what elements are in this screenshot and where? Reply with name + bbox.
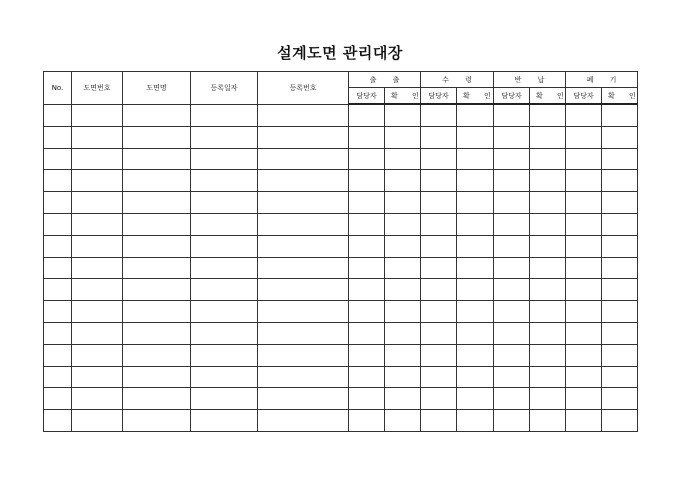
cell-drawing-number[interactable] (72, 257, 123, 279)
cell-disposal-manager[interactable] (566, 126, 602, 148)
cell-drawing-name[interactable] (123, 213, 191, 235)
cell-drawing-number[interactable] (72, 322, 123, 344)
cell-drawing-number[interactable] (72, 301, 123, 323)
cell-receipt-manager[interactable] (421, 279, 457, 301)
cell-disposal-confirm[interactable] (602, 410, 638, 432)
cell-receipt-manager[interactable] (421, 344, 457, 366)
header-group-return: 반 납 (494, 72, 566, 88)
cell-return-manager[interactable] (494, 322, 530, 344)
cell-drawing-number[interactable] (72, 213, 123, 235)
cell-disposal-confirm[interactable] (602, 366, 638, 388)
cell-registration-date[interactable] (191, 344, 258, 366)
header-sub-manager: 담당자 (566, 88, 602, 105)
cell-registration-date[interactable] (191, 192, 258, 214)
cell-return-confirm[interactable] (530, 213, 566, 235)
cell-return-manager[interactable] (494, 213, 530, 235)
cell-no[interactable] (44, 235, 72, 257)
cell-receipt-confirm[interactable] (457, 235, 494, 257)
cell-checkout-manager[interactable] (349, 388, 385, 410)
cell-drawing-name[interactable] (123, 257, 191, 279)
cell-checkout-manager[interactable] (349, 322, 385, 344)
cell-return-manager[interactable] (494, 235, 530, 257)
cell-return-manager[interactable] (494, 301, 530, 323)
cell-checkout-manager[interactable] (349, 192, 385, 214)
cell-checkout-manager[interactable] (349, 301, 385, 323)
table-row (44, 344, 638, 366)
cell-receipt-confirm[interactable] (457, 279, 494, 301)
cell-registration-date[interactable] (191, 301, 258, 323)
table-row (44, 126, 638, 148)
cell-drawing-name[interactable] (123, 301, 191, 323)
cell-registration-date[interactable] (191, 213, 258, 235)
cell-disposal-confirm[interactable] (602, 235, 638, 257)
cell-registration-date[interactable] (191, 388, 258, 410)
cell-checkout-manager[interactable] (349, 148, 385, 170)
cell-receipt-confirm[interactable] (457, 366, 494, 388)
header-sub-manager: 담당자 (349, 88, 385, 105)
cell-drawing-number[interactable] (72, 104, 123, 126)
cell-return-confirm[interactable] (530, 148, 566, 170)
cell-receipt-confirm[interactable] (457, 257, 494, 279)
cell-return-manager[interactable] (494, 279, 530, 301)
cell-return-manager[interactable] (494, 192, 530, 214)
table-row (44, 170, 638, 192)
cell-drawing-number[interactable] (72, 366, 123, 388)
cell-receipt-manager[interactable] (421, 104, 457, 126)
cell-receipt-manager[interactable] (421, 410, 457, 432)
cell-receipt-manager[interactable] (421, 366, 457, 388)
cell-disposal-confirm[interactable] (602, 279, 638, 301)
drawing-ledger-table (43, 71, 642, 432)
cell-disposal-manager[interactable] (566, 235, 602, 257)
cell-drawing-name[interactable] (123, 410, 191, 432)
cell-no[interactable] (44, 192, 72, 214)
cell-drawing-name[interactable] (123, 322, 191, 344)
cell-checkout-confirm[interactable] (385, 192, 421, 214)
header-sub-confirm: 확 인 (530, 88, 566, 105)
cell-registration-date[interactable] (191, 322, 258, 344)
cell-registration-number[interactable] (258, 126, 349, 148)
cell-receipt-manager[interactable] (421, 192, 457, 214)
cell-drawing-number[interactable] (72, 148, 123, 170)
cell-drawing-name[interactable] (123, 366, 191, 388)
cell-return-manager[interactable] (494, 388, 530, 410)
cell-disposal-manager[interactable] (566, 148, 602, 170)
cell-disposal-manager[interactable] (566, 301, 602, 323)
header-group-receipt: 수 령 (421, 72, 494, 88)
cell-disposal-confirm[interactable] (602, 344, 638, 366)
cell-receipt-confirm[interactable] (457, 301, 494, 323)
header-sub-confirm: 확 인 (602, 88, 638, 105)
cell-receipt-manager[interactable] (421, 126, 457, 148)
cell-receipt-manager[interactable] (421, 388, 457, 410)
cell-checkout-confirm[interactable] (385, 344, 421, 366)
cell-drawing-number[interactable] (72, 192, 123, 214)
cell-disposal-confirm[interactable] (602, 192, 638, 214)
cell-return-confirm[interactable] (530, 366, 566, 388)
cell-drawing-name[interactable] (123, 279, 191, 301)
cell-checkout-confirm[interactable] (385, 279, 421, 301)
cell-checkout-confirm[interactable] (385, 322, 421, 344)
cell-return-confirm[interactable] (530, 279, 566, 301)
cell-return-confirm[interactable] (530, 192, 566, 214)
page-title: 설계도면 관리대장 (277, 44, 403, 62)
cell-receipt-manager[interactable] (421, 235, 457, 257)
cell-no[interactable] (44, 279, 72, 301)
cell-no[interactable] (44, 257, 72, 279)
cell-disposal-manager[interactable] (566, 322, 602, 344)
cell-registration-date[interactable] (191, 410, 258, 432)
cell-checkout-confirm[interactable] (385, 148, 421, 170)
cell-drawing-number[interactable] (72, 126, 123, 148)
cell-no[interactable] (44, 344, 72, 366)
header-sub-manager: 담당자 (421, 88, 457, 105)
cell-disposal-confirm[interactable] (602, 301, 638, 323)
cell-disposal-manager[interactable] (566, 104, 602, 126)
cell-disposal-manager[interactable] (566, 170, 602, 192)
header-no: No. (44, 72, 72, 105)
cell-disposal-confirm[interactable] (602, 126, 638, 148)
cell-return-manager[interactable] (494, 344, 530, 366)
cell-return-confirm[interactable] (530, 322, 566, 344)
cell-registration-date[interactable] (191, 279, 258, 301)
cell-registration-number[interactable] (258, 148, 349, 170)
cell-disposal-confirm[interactable] (602, 104, 638, 126)
cell-receipt-confirm[interactable] (457, 388, 494, 410)
cell-registration-date[interactable] (191, 126, 258, 148)
table-row (44, 301, 638, 323)
cell-disposal-manager[interactable] (566, 366, 602, 388)
header-drawing-number: 도면번호 (72, 72, 123, 105)
cell-checkout-confirm[interactable] (385, 104, 421, 126)
cell-registration-number[interactable] (258, 170, 349, 192)
cell-receipt-confirm[interactable] (457, 410, 494, 432)
cell-return-confirm[interactable] (530, 257, 566, 279)
table-row (44, 148, 638, 170)
cell-drawing-number[interactable] (72, 170, 123, 192)
cell-drawing-name[interactable] (123, 235, 191, 257)
cell-disposal-confirm[interactable] (602, 388, 638, 410)
cell-receipt-confirm[interactable] (457, 344, 494, 366)
cell-registration-number[interactable] (258, 388, 349, 410)
cell-return-manager[interactable] (494, 126, 530, 148)
cell-registration-number[interactable] (258, 213, 349, 235)
cell-registration-number[interactable] (258, 279, 349, 301)
cell-return-manager[interactable] (494, 410, 530, 432)
table-row (44, 192, 638, 214)
cell-receipt-manager[interactable] (421, 301, 457, 323)
cell-no[interactable] (44, 148, 72, 170)
cell-registration-number[interactable] (258, 257, 349, 279)
table-row (44, 322, 638, 344)
cell-no[interactable] (44, 213, 72, 235)
ledger-body (44, 104, 638, 431)
cell-receipt-confirm[interactable] (457, 104, 494, 126)
cell-checkout-confirm[interactable] (385, 388, 421, 410)
header-row-top (44, 72, 638, 88)
cell-disposal-manager[interactable] (566, 344, 602, 366)
cell-drawing-name[interactable] (123, 388, 191, 410)
cell-registration-date[interactable] (191, 257, 258, 279)
header-sub-confirm: 확 인 (457, 88, 494, 105)
cell-drawing-number[interactable] (72, 344, 123, 366)
header-registration-date: 등록일자 (191, 72, 258, 105)
table-row (44, 279, 638, 301)
cell-return-confirm[interactable] (530, 126, 566, 148)
cell-return-manager[interactable] (494, 366, 530, 388)
cell-drawing-name[interactable] (123, 148, 191, 170)
header-group-checkout: 출 출 (349, 72, 421, 88)
table-row (44, 213, 638, 235)
cell-no[interactable] (44, 366, 72, 388)
cell-return-confirm[interactable] (530, 301, 566, 323)
header-registration-number: 등록번호 (258, 72, 349, 105)
cell-checkout-confirm[interactable] (385, 126, 421, 148)
cell-checkout-confirm[interactable] (385, 257, 421, 279)
cell-disposal-confirm[interactable] (602, 257, 638, 279)
cell-registration-number[interactable] (258, 235, 349, 257)
cell-receipt-confirm[interactable] (457, 148, 494, 170)
cell-registration-number[interactable] (258, 322, 349, 344)
cell-drawing-name[interactable] (123, 126, 191, 148)
cell-registration-date[interactable] (191, 148, 258, 170)
cell-drawing-number[interactable] (72, 388, 123, 410)
cell-registration-date[interactable] (191, 170, 258, 192)
cell-receipt-confirm[interactable] (457, 170, 494, 192)
cell-registration-number[interactable] (258, 366, 349, 388)
cell-disposal-confirm[interactable] (602, 148, 638, 170)
cell-receipt-manager[interactable] (421, 148, 457, 170)
cell-checkout-manager[interactable] (349, 213, 385, 235)
cell-receipt-confirm[interactable] (457, 126, 494, 148)
cell-return-confirm[interactable] (530, 170, 566, 192)
cell-checkout-confirm[interactable] (385, 366, 421, 388)
header-sub-confirm: 확 인 (385, 88, 421, 105)
cell-return-manager[interactable] (494, 170, 530, 192)
cell-no[interactable] (44, 410, 72, 432)
cell-return-confirm[interactable] (530, 388, 566, 410)
cell-checkout-manager[interactable] (349, 235, 385, 257)
cell-return-confirm[interactable] (530, 235, 566, 257)
cell-checkout-confirm[interactable] (385, 235, 421, 257)
cell-no[interactable] (44, 301, 72, 323)
cell-return-confirm[interactable] (530, 344, 566, 366)
cell-receipt-manager[interactable] (421, 322, 457, 344)
cell-disposal-manager[interactable] (566, 410, 602, 432)
cell-return-confirm[interactable] (530, 410, 566, 432)
cell-no[interactable] (44, 388, 72, 410)
cell-drawing-number[interactable] (72, 235, 123, 257)
table-row (44, 235, 638, 257)
cell-drawing-name[interactable] (123, 344, 191, 366)
cell-disposal-confirm[interactable] (602, 213, 638, 235)
cell-no[interactable] (44, 104, 72, 126)
table-row (44, 410, 638, 432)
table-row (44, 104, 638, 126)
cell-registration-number[interactable] (258, 344, 349, 366)
table-row (44, 366, 638, 388)
cell-registration-number[interactable] (258, 104, 349, 126)
cell-no[interactable] (44, 170, 72, 192)
cell-disposal-confirm[interactable] (602, 170, 638, 192)
cell-disposal-manager[interactable] (566, 279, 602, 301)
cell-receipt-manager[interactable] (421, 170, 457, 192)
cell-registration-date[interactable] (191, 235, 258, 257)
header-sub-manager: 담당자 (494, 88, 530, 105)
cell-registration-date[interactable] (191, 104, 258, 126)
cell-registration-date[interactable] (191, 366, 258, 388)
cell-checkout-manager[interactable] (349, 279, 385, 301)
cell-receipt-manager[interactable] (421, 257, 457, 279)
cell-receipt-confirm[interactable] (457, 213, 494, 235)
cell-drawing-name[interactable] (123, 192, 191, 214)
cell-no[interactable] (44, 322, 72, 344)
cell-disposal-manager[interactable] (566, 213, 602, 235)
cell-no[interactable] (44, 126, 72, 148)
cell-return-manager[interactable] (494, 148, 530, 170)
cell-checkout-manager[interactable] (349, 344, 385, 366)
header-drawing-name: 도면명 (123, 72, 191, 105)
cell-checkout-manager[interactable] (349, 170, 385, 192)
table-row (44, 257, 638, 279)
cell-disposal-manager[interactable] (566, 192, 602, 214)
cell-checkout-manager[interactable] (349, 410, 385, 432)
cell-registration-number[interactable] (258, 301, 349, 323)
cell-disposal-manager[interactable] (566, 257, 602, 279)
cell-registration-number[interactable] (258, 410, 349, 432)
cell-disposal-confirm[interactable] (602, 322, 638, 344)
cell-receipt-confirm[interactable] (457, 322, 494, 344)
cell-receipt-manager[interactable] (421, 213, 457, 235)
cell-drawing-number[interactable] (72, 410, 123, 432)
cell-return-manager[interactable] (494, 257, 530, 279)
cell-checkout-confirm[interactable] (385, 410, 421, 432)
cell-return-confirm[interactable] (530, 104, 566, 126)
cell-receipt-confirm[interactable] (457, 192, 494, 214)
table-row (44, 388, 638, 410)
cell-drawing-name[interactable] (123, 104, 191, 126)
cell-checkout-confirm[interactable] (385, 213, 421, 235)
cell-checkout-confirm[interactable] (385, 301, 421, 323)
cell-checkout-confirm[interactable] (385, 170, 421, 192)
header-group-disposal: 폐 기 (566, 72, 638, 88)
cell-checkout-manager[interactable] (349, 257, 385, 279)
cell-checkout-manager[interactable] (349, 366, 385, 388)
cell-checkout-manager[interactable] (349, 126, 385, 148)
cell-checkout-manager[interactable] (349, 104, 385, 126)
cell-registration-number[interactable] (258, 192, 349, 214)
cell-drawing-name[interactable] (123, 170, 191, 192)
cell-disposal-manager[interactable] (566, 388, 602, 410)
cell-return-manager[interactable] (494, 104, 530, 126)
cell-drawing-number[interactable] (72, 279, 123, 301)
